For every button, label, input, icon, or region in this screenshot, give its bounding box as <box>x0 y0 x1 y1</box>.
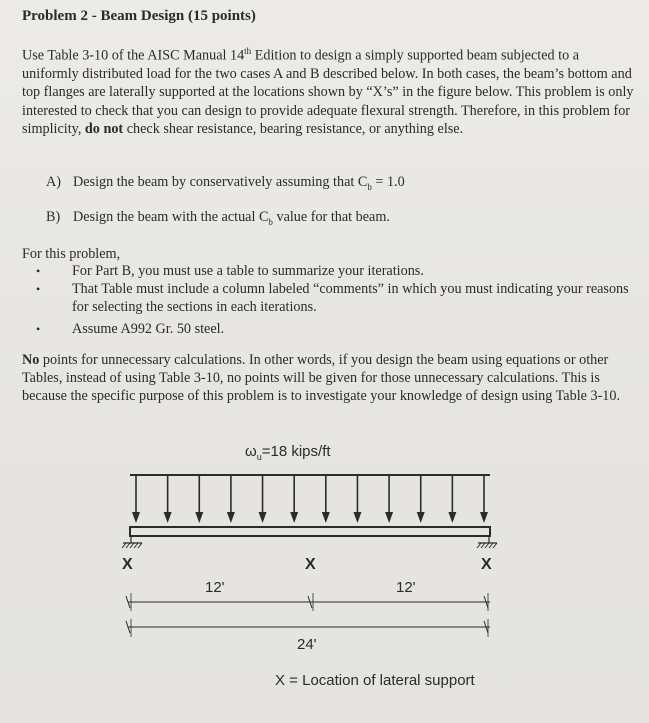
bullet-icon: • <box>36 282 41 296</box>
load-arrows <box>132 475 488 523</box>
part-a <box>46 174 405 192</box>
part-b <box>46 209 390 227</box>
load-arrow <box>385 475 393 523</box>
problem-statement <box>22 42 637 138</box>
bullet-icon: • <box>36 322 41 336</box>
load-arrow <box>164 475 172 523</box>
load-arrow <box>195 475 203 523</box>
dimension-line-halves <box>126 593 490 611</box>
no-points-emphasis: No <box>22 352 40 368</box>
load-arrow <box>417 475 425 523</box>
intro-text-end: check shear resistance, bearing resistance, or anything else. <box>123 120 464 137</box>
lateral-support-left: X <box>122 556 133 573</box>
part-b-label: B) <box>46 209 61 225</box>
intro-text-start: Use Table 3-10 of the AISC Manual 14 <box>22 47 245 64</box>
part-a-text: Design the beam by conservatively assuming that C <box>73 174 368 190</box>
bullet-icon: • <box>36 264 41 278</box>
load-arrow <box>227 475 235 523</box>
span-right-label: 12' <box>396 579 416 596</box>
span-left-label: 12' <box>205 579 225 596</box>
span-total-label: 24' <box>297 636 317 653</box>
beam <box>130 527 490 536</box>
load-arrow <box>480 475 488 523</box>
part-b-text: Design the beam with the actual C <box>73 209 269 225</box>
list-item <box>36 262 636 280</box>
no-points-text: points for unnecessary calculations. In other words, if you design the beam using equations or other Tables, instead of using Table 3-10, no points will be given for those unnecessary calculations. This is because the specific purpose of this problem is to investigate your knowledge of design using Table 3-10. <box>22 352 621 404</box>
part-b-text-end: value for that beam. <box>272 209 390 225</box>
beam-diagram <box>0 430 649 723</box>
intro-superscript: th <box>244 46 252 56</box>
for-problem-heading: For this problem, <box>22 246 121 262</box>
load-arrow <box>259 475 267 523</box>
intro-emphasis: do not <box>84 120 124 137</box>
lateral-support-middle: X <box>305 556 316 573</box>
load-arrow <box>448 475 456 523</box>
dimension-line-total <box>126 619 490 637</box>
part-a-value: = 1.0 <box>371 174 405 190</box>
list-item <box>36 280 636 316</box>
problem-title: Problem 2 - Beam Design (15 points) <box>22 8 256 24</box>
intro-text-body: Edition to design a simply supported beam subjected to a uniformly distributed load for the two cases A and B described below. In both cases, the beam’s bottom and top flanges are laterally supported at the locations shown by “X’s” in the figure below. This problem is only interested to check that you can design to provide adequate flexural strength. Therefore, in this problem for simplicity, <box>22 47 634 137</box>
load-label: $\omega_u=18$ kips/ft <box>245 443 331 462</box>
no-points-paragraph <box>22 351 637 405</box>
load-arrow <box>353 475 361 523</box>
part-b-subscript: b <box>268 216 273 227</box>
lateral-support-legend: X = Location of lateral support <box>275 672 475 689</box>
load-arrow <box>290 475 298 523</box>
list-item-text: That Table must include a column labeled “comments” in which you must indicating your reasons for selecting the sections in each iterations. <box>72 281 629 315</box>
list-item-text: Assume A992 Gr. 50 steel. <box>72 321 225 337</box>
part-a-label: A) <box>46 174 61 190</box>
lateral-support-right: X <box>481 556 492 573</box>
part-a-subscript: b <box>367 181 372 192</box>
load-arrow <box>132 475 140 523</box>
list-item <box>36 320 636 338</box>
requirements-list <box>36 262 636 338</box>
list-item-text: For Part B, you must use a table to summarize your iterations. <box>72 263 424 279</box>
load-arrow <box>322 475 330 523</box>
roller-support-right <box>477 536 497 548</box>
pin-support-left <box>122 536 142 548</box>
